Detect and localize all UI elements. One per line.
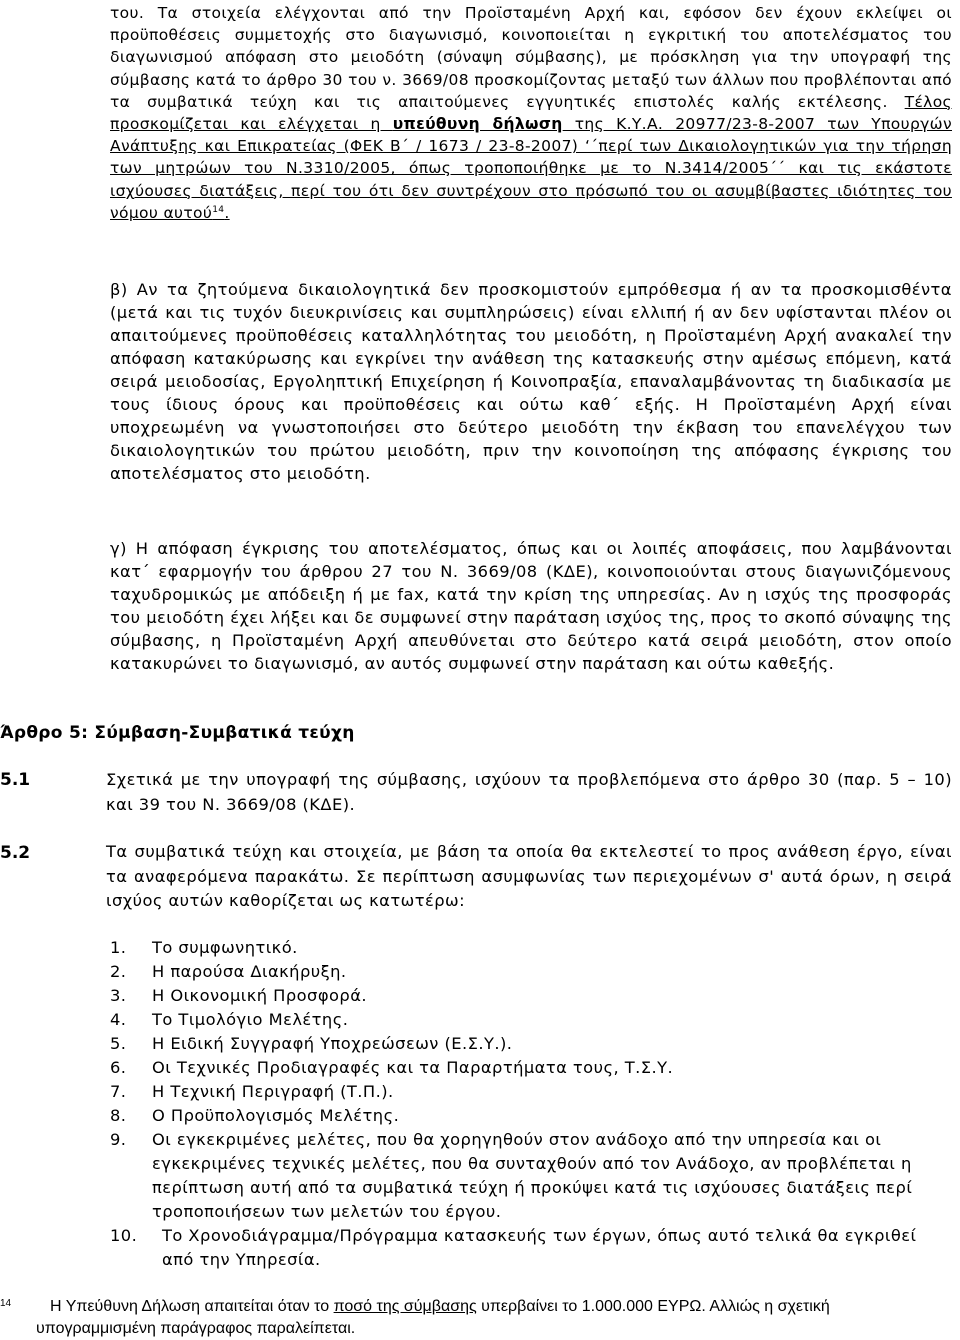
list-item-number: 7. <box>110 1082 127 1101</box>
list-item-text: Η παρούσα Διακήρυξη. <box>152 962 347 981</box>
list-item <box>110 936 952 960</box>
paragraph-b: β) Αν τα ζητούμενα δικαιολογητικά δεν προσκομιστούν εμπρόθεσμα ή αν τα προσκομισθέντα (μετά και τις τυχόν διευκρινίσεις και συμπληρώσεις) είναι ελλιπή ή αν δεν υφίστανται πλέον οι απαιτούμενες προϋποθέσεις καταλληλότητας του μειοδότη, η Προϊσταμένη Αρχή ανακαλεί την απόφαση κατακύρωσης και εγκρίνει την ανάθεση της κατασκευής στην αμέσως επόμενη, κατά σειρά μειοδοσίας, Εργοληπτική Επιχείρηση ή Κοινοπραξία, επαναλαμβάνοντας τη διαδικασία με τους ίδιους όρους και προϋποθέσεις και ούτω καθ΄ εξής. Η Προϊσταμένη Αρχή είναι υποχρεωμένη να γνωστοποιήσει στο δεύτερο μειοδότη την έκβαση του επανελέγχου των δικαιολογητικών του πρώτου μειοδότη, πριν την κοινοποίηση της απόφασης έγκρισης του αποτελέσματος στο μειοδότη. <box>110 280 952 483</box>
list-item <box>110 1080 952 1104</box>
list-item-text: Η Τεχνική Περιγραφή (Τ.Π.). <box>152 1082 394 1101</box>
intro-paragraph <box>110 2 952 224</box>
clause-period: . <box>224 203 230 222</box>
footnote-text-end: υπερβαίνει το 1.000.000 ΕΥΡΩ. Αλλιώς η σχετική υπογραμμισμένη παράγραφος παραλείπεται. <box>36 1298 830 1337</box>
list-item <box>110 1128 952 1224</box>
clause-bold-term: υπεύθυνη δήλωση <box>392 115 563 134</box>
list-item-text: Οι Τεχνικές Προδιαγραφές και τα Παραρτήματα τους, Τ.Σ.Υ. <box>152 1058 674 1077</box>
list-item <box>110 1224 952 1272</box>
list-item <box>110 1056 952 1080</box>
footnote-underlined-term: ποσό της σύμβασης <box>333 1298 477 1315</box>
paragraph-c: γ) Η απόφαση έγκρισης του αποτελέσματος, όπως και οι λοιπές αποφάσεις, που λαμβάνονται κατ΄ εφαρμογήν του άρθρου 27 του Ν. 3669/08 (ΚΔΕ), κοινοποιούνται στους διαγωνιζόμενους ταχυδρομικώς με απόδειξη ή με fax, κατά την κρίση της υπηρεσίας. Αν η ισχύς της προσφοράς του μειοδότη έχει λήξει και δε συμφωνεί στην παράταση ισχύος της, προς το σκοπό σύναψης της σύμβασης, η Προϊσταμένη Αρχή απευθύνεται στο δεύτερο κατά σειρά μειοδότη, στον οποίο κατακυρώνει το διαγωνισμό, αν αυτός συμφωνεί στην παράταση και ούτω καθεξής. <box>110 539 952 673</box>
section-text-5-1: Σχετικά με την υπογραφή της σύμβασης, ισχύουν τα προβλεπόμενα στο άρθρο 30 (παρ. 5 – 10) και 39 του Ν. 3669/08 (ΚΔΕ). <box>106 770 952 814</box>
list-item <box>110 1104 952 1128</box>
list-item-text: Το Τιμολόγιο Μελέτης. <box>152 1010 349 1029</box>
list-item-text: Ο Προϋπολογισμός Μελέτης. <box>152 1106 400 1125</box>
intro-text: του. Τα στοιχεία ελέγχονται από την Προϊσταμένη Αρχή και, εφόσον δεν έχουν εκλείψει οι προϋποθέσεις συμμετοχής στο διαγωνισμό, κοινοποιείται η εγκριτική του αποτελέσματος του διαγωνισμού απόφαση στο μειοδότη (σύναψη σύμβασης), με πρόσκληση για την υπογραφή της σύμβασης κατά το άρθρο 30 του ν. 3669/08 προσκομίζοντας μεταξύ των άλλων που προβλέπονται από τα συμβατικά τεύχη και τις απαιτούμενες εγγυητικές επιστολές καλής εκτέλεσης. <box>110 4 952 111</box>
list-item-text: Οι εγκεκριμένες μελέτες, που θα χορηγηθούν στον ανάδοχο από την υπηρεσία και οι εγκεκριμένες τεχνικές μελέτες, που θα συνταχθούν από τον Ανάδοχο, αν προβλέπεται η περίπτωση αυτή από τα συμβατικά τεύχη ή προκύψει κατά τις ισχύουσες διατάξεις περί τροποποιήσεων των μελετών του έργου. <box>152 1130 913 1221</box>
list-item-text: Το συμφωνητικό. <box>152 938 298 957</box>
list-item-number: 5. <box>110 1034 127 1053</box>
list-item-number: 10. <box>110 1226 138 1245</box>
footnote-mark: 14 <box>0 1298 12 1309</box>
list-item-number: 3. <box>110 986 127 1005</box>
footnote-text <box>36 1296 936 1340</box>
list-item-number: 8. <box>110 1106 127 1125</box>
article-heading: Άρθρο 5: Σύμβαση-Συμβατικά τεύχη <box>0 723 355 743</box>
clause-text-start: Τέλος προσκομίζεται και ελέγχεται η <box>110 92 952 134</box>
section-text-5-2: Τα συμβατικά τεύχη και στοιχεία, με βάση τα οποία θα εκτελεστεί το προς ανάθεση έργο, είναι τα αναφερόμενα παρακάτω. Σε περίπτωση ασυμφωνίας των περιεχομένων σ' αυτά όρων, η σειρά ισχύος αυτών καθορίζεται ως κατωτέρω: <box>106 842 952 910</box>
list-item <box>110 960 952 984</box>
list-item <box>110 984 952 1008</box>
list-item-text: Η Ειδική Συγγραφή Υποχρεώσεων (Ε.Σ.Υ.). <box>152 1034 513 1053</box>
list-item-number: 9. <box>110 1130 127 1149</box>
list-item-text: Το Χρονοδιάγραμμα/Πρόγραμμα κατασκευής των έργων, όπως αυτό τελικά θα εγκριθεί από την Υπηρεσία. <box>162 1226 917 1269</box>
section-number-5-2: 5.2 <box>0 843 31 863</box>
list-item <box>110 1008 952 1032</box>
contract-documents-list <box>110 936 952 1272</box>
list-item-text: Η Οικονομική Προσφορά. <box>152 986 368 1005</box>
list-item <box>110 1032 952 1056</box>
clause-text-end: της Κ.Υ.Α. 20977/23-8-2007 των Υπουργών Ανάπτυξης και Επικρατείας (ΦΕΚ Β΄ / 1673 / 23-8-2007) ‘΄περί των Δικαιολογητικών για την τήρηση των μητρώων του Ν.3310/2005, όπως τροποποιήθηκε με το Ν.3414/2005΄΄ και τις εκάστοτε ισχύουσες διατάξεις, περί του ότι δεν συντρέχουν στο πρόσωπό του οι ασυμβίβαστες ιδιότητες του νόμου αυτού <box>110 115 952 222</box>
list-item-number: 4. <box>110 1010 127 1029</box>
footnote-text-start: Η Υπεύθυνη Δήλωση απαιτείται όταν το <box>50 1298 334 1315</box>
list-item-number: 2. <box>110 962 127 981</box>
responsible-declaration-clause <box>110 93 952 222</box>
list-item-number: 6. <box>110 1058 127 1077</box>
section-number-5-1: 5.1 <box>0 770 31 790</box>
list-item-number: 1. <box>110 938 127 957</box>
footnote-reference[interactable]: 14 <box>212 204 225 215</box>
